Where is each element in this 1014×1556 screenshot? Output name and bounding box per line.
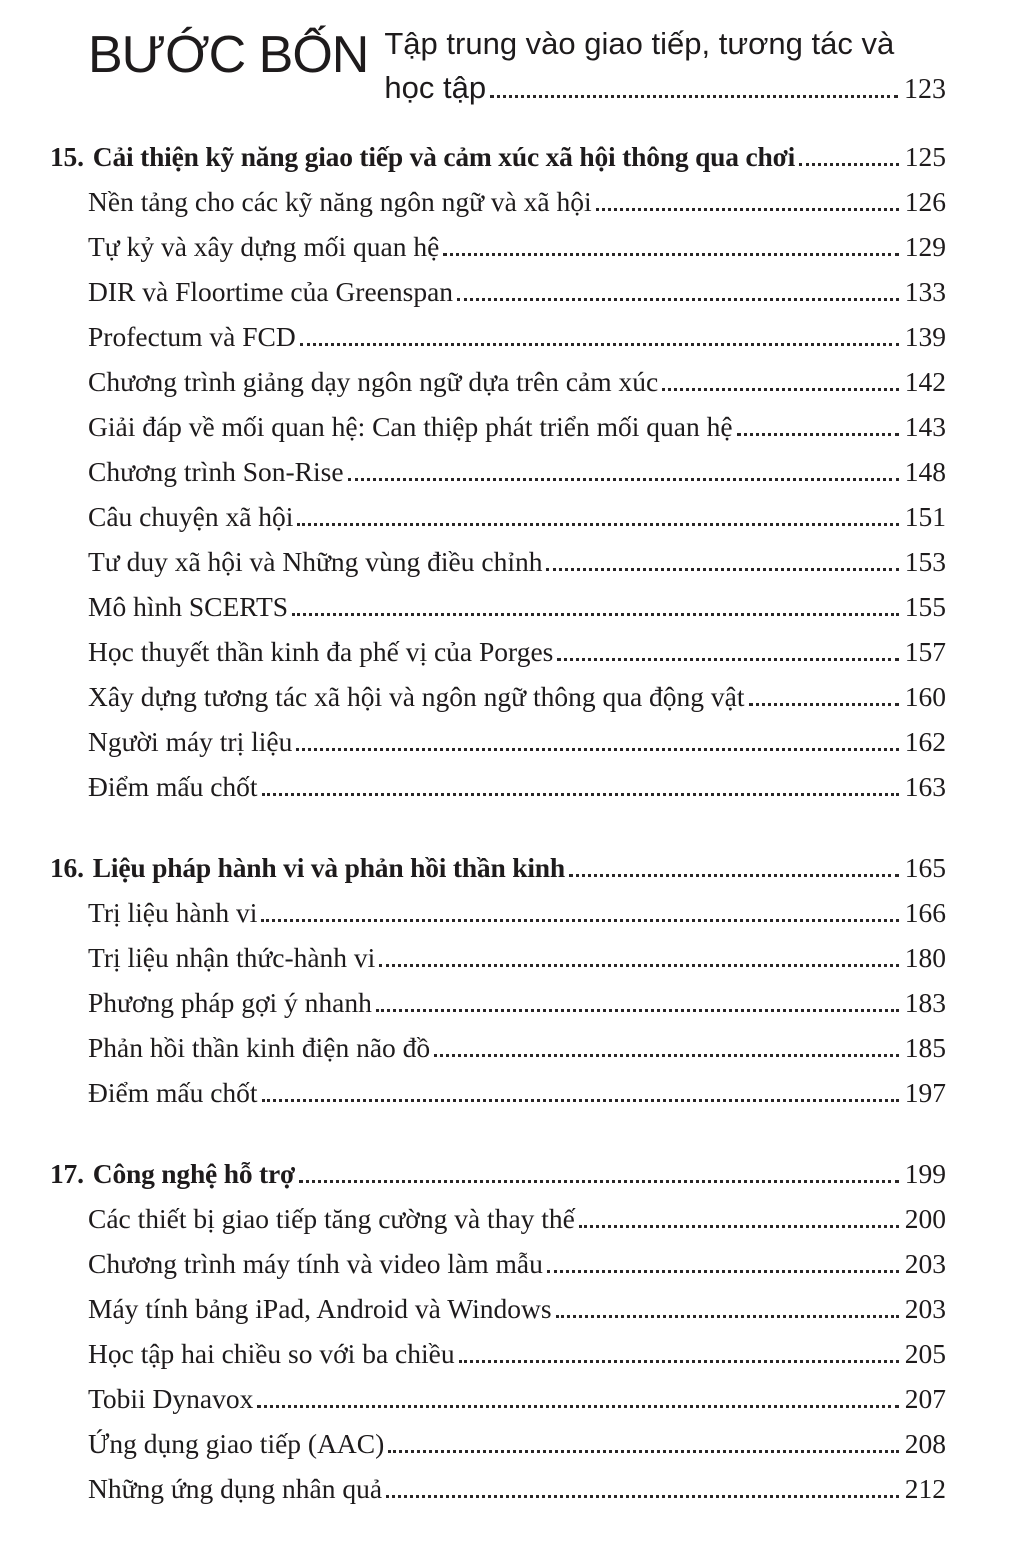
entry-title: Profectum và FCD	[88, 321, 296, 352]
toc-entry-row	[50, 1196, 946, 1241]
dot-leader	[434, 1054, 899, 1057]
toc-entry-row	[50, 449, 946, 494]
dot-leader	[457, 298, 899, 301]
toc-entry-row	[50, 980, 946, 1025]
toc-entry-row	[50, 890, 946, 935]
toc-entry-row	[50, 764, 946, 809]
dot-leader	[386, 1495, 899, 1498]
section-entries	[50, 1196, 946, 1511]
toc-entry-row	[50, 1421, 946, 1466]
entry-page: 126	[904, 186, 946, 217]
section-number: 16.	[50, 852, 84, 883]
page-number: 123	[904, 74, 946, 105]
dot-leader	[799, 163, 899, 166]
dot-leader	[262, 793, 899, 796]
dot-leader	[737, 433, 899, 436]
dot-leader	[296, 748, 898, 751]
entry-page: 197	[904, 1077, 946, 1108]
toc-section-row	[50, 845, 946, 890]
section-number: 17.	[50, 1158, 84, 1189]
toc-entry-row	[50, 494, 946, 539]
entry-page: 151	[904, 501, 946, 532]
toc-section-row	[50, 1151, 946, 1196]
section-title: Liệu pháp hành vi và phản hồi thần kinh	[92, 852, 565, 883]
entry-page: 200	[904, 1203, 946, 1234]
part-header	[88, 22, 946, 112]
entry-title: Trị liệu nhận thức-hành vi	[88, 942, 376, 973]
toc-entry-row	[50, 539, 946, 584]
entry-title: Giải đáp về mối quan hệ: Can thiệp phát triển mối quan hệ	[88, 411, 733, 442]
toc-entry-row	[50, 314, 946, 359]
part-title: BƯỚC BỐN	[88, 26, 369, 84]
entry-page: 133	[904, 276, 946, 307]
entry-title: Máy tính bảng iPad, Android và Windows	[88, 1293, 552, 1324]
entry-title: Điểm mấu chốt	[88, 1077, 258, 1108]
entry-title: Học tập hai chiều so với ba chiều	[88, 1338, 455, 1369]
dot-leader	[569, 874, 899, 877]
toc-entry-row	[50, 1025, 946, 1070]
toc-entry-row	[50, 404, 946, 449]
dot-leader	[299, 1180, 899, 1183]
entry-page: 157	[904, 636, 946, 667]
dot-leader	[749, 703, 899, 706]
entry-title: Trị liệu hành vi	[88, 897, 258, 928]
entry-page: 185	[904, 1032, 946, 1063]
toc-body	[50, 134, 946, 1511]
entry-page: 207	[904, 1383, 946, 1414]
entry-page: 203	[904, 1248, 946, 1279]
toc-entry-row	[50, 935, 946, 980]
toc-entry-row	[50, 179, 946, 224]
entry-title: Chương trình máy tính và video làm mẫu	[88, 1248, 543, 1279]
section-number: 15.	[50, 141, 84, 172]
toc-entry-row	[50, 629, 946, 674]
dot-leader	[579, 1225, 899, 1228]
toc-entry-row	[50, 1331, 946, 1376]
toc-entry-row	[50, 359, 946, 404]
dot-leader	[443, 253, 898, 256]
toc-section	[50, 845, 946, 1115]
section-title: Cải thiện kỹ năng giao tiếp và cảm xúc xã hội thông qua chơi	[92, 141, 796, 172]
part-subtitle	[384, 22, 946, 112]
entry-title: Học thuyết thần kinh đa phế vị của Porges	[88, 636, 554, 667]
dot-leader	[490, 95, 898, 98]
entry-page: 183	[904, 987, 946, 1018]
entry-page: 143	[904, 411, 946, 442]
entry-page: 148	[904, 456, 946, 487]
dot-leader	[662, 388, 899, 391]
toc-entry-row	[50, 1466, 946, 1511]
dot-leader	[292, 613, 899, 616]
entry-page: 139	[904, 321, 946, 352]
entry-page: 180	[904, 942, 946, 973]
section-entries	[50, 890, 946, 1115]
section-page: 165	[904, 852, 946, 883]
part-subtitle-line2: học tập	[384, 70, 487, 105]
dot-leader	[300, 343, 899, 346]
dot-leader	[348, 478, 899, 481]
entry-title: Chương trình giảng dạy ngôn ngữ dựa trên cảm xúc	[88, 366, 659, 397]
part-subtitle-line1: Tập trung vào giao tiếp, tương tác và	[384, 26, 895, 61]
dot-leader	[388, 1450, 898, 1453]
entry-title: Câu chuyện xã hội	[88, 501, 294, 532]
entry-page: 153	[904, 546, 946, 577]
toc-entry-row	[50, 1070, 946, 1115]
toc-section	[50, 1151, 946, 1511]
dot-leader	[596, 208, 899, 211]
toc-entry-row	[50, 1241, 946, 1286]
entry-page: 166	[904, 897, 946, 928]
dot-leader	[376, 1009, 899, 1012]
entry-title: Phản hồi thần kinh điện não đồ	[88, 1032, 431, 1063]
entry-title: DIR và Floortime của Greenspan	[88, 276, 454, 307]
toc-section-row	[50, 134, 946, 179]
entry-title: Người máy trị liệu	[88, 726, 293, 757]
entry-title: Tự kỷ và xây dựng mối quan hệ	[88, 231, 440, 262]
toc-entry-row	[50, 1286, 946, 1331]
dot-leader	[557, 658, 898, 661]
toc-section	[50, 134, 946, 809]
toc-entry-row	[50, 674, 946, 719]
entry-title: Các thiết bị giao tiếp tăng cường và thay thế	[88, 1203, 575, 1234]
dot-leader	[459, 1360, 899, 1363]
entry-page: 155	[904, 591, 946, 622]
toc-entry-row	[50, 269, 946, 314]
entry-page: 129	[904, 231, 946, 262]
entry-title: Điểm mấu chốt	[88, 771, 258, 802]
entry-page: 203	[904, 1293, 946, 1324]
dot-leader	[547, 1270, 899, 1273]
entry-title: Tư duy xã hội và Những vùng điều chỉnh	[88, 546, 543, 577]
toc-entry-row	[50, 584, 946, 629]
toc-entry-row	[50, 1376, 946, 1421]
entry-page: 162	[904, 726, 946, 757]
toc-entry-row	[50, 719, 946, 764]
dot-leader	[556, 1315, 899, 1318]
dot-leader	[262, 1099, 899, 1102]
entry-page: 208	[904, 1428, 946, 1459]
dot-leader	[257, 1405, 898, 1408]
section-page: 199	[904, 1158, 946, 1189]
entry-title: Chương trình Son-Rise	[88, 456, 344, 487]
entry-title: Xây dựng tương tác xã hội và ngôn ngữ thông qua động vật	[88, 681, 745, 712]
dot-leader	[297, 523, 898, 526]
section-entries	[50, 179, 946, 809]
entry-page: 212	[904, 1473, 946, 1504]
dot-leader	[261, 919, 898, 922]
entry-title: Tobii Dynavox	[88, 1383, 254, 1414]
dot-leader	[379, 964, 898, 967]
section-page: 125	[904, 141, 946, 172]
entry-title: Mô hình SCERTS	[88, 591, 289, 622]
entry-title: Những ứng dụng nhân quả	[88, 1473, 383, 1504]
entry-title: Phương pháp gợi ý nhanh	[88, 987, 372, 1018]
toc-entry-row	[50, 224, 946, 269]
entry-page: 205	[904, 1338, 946, 1369]
entry-page: 142	[904, 366, 946, 397]
dot-leader	[546, 568, 898, 571]
entry-page: 163	[904, 771, 946, 802]
entry-page: 160	[904, 681, 946, 712]
section-title: Công nghệ hỗ trợ	[92, 1158, 296, 1189]
entry-title: Ứng dụng giao tiếp (AAC)	[88, 1428, 385, 1459]
entry-title: Nền tảng cho các kỹ năng ngôn ngữ và xã hội	[88, 186, 592, 217]
